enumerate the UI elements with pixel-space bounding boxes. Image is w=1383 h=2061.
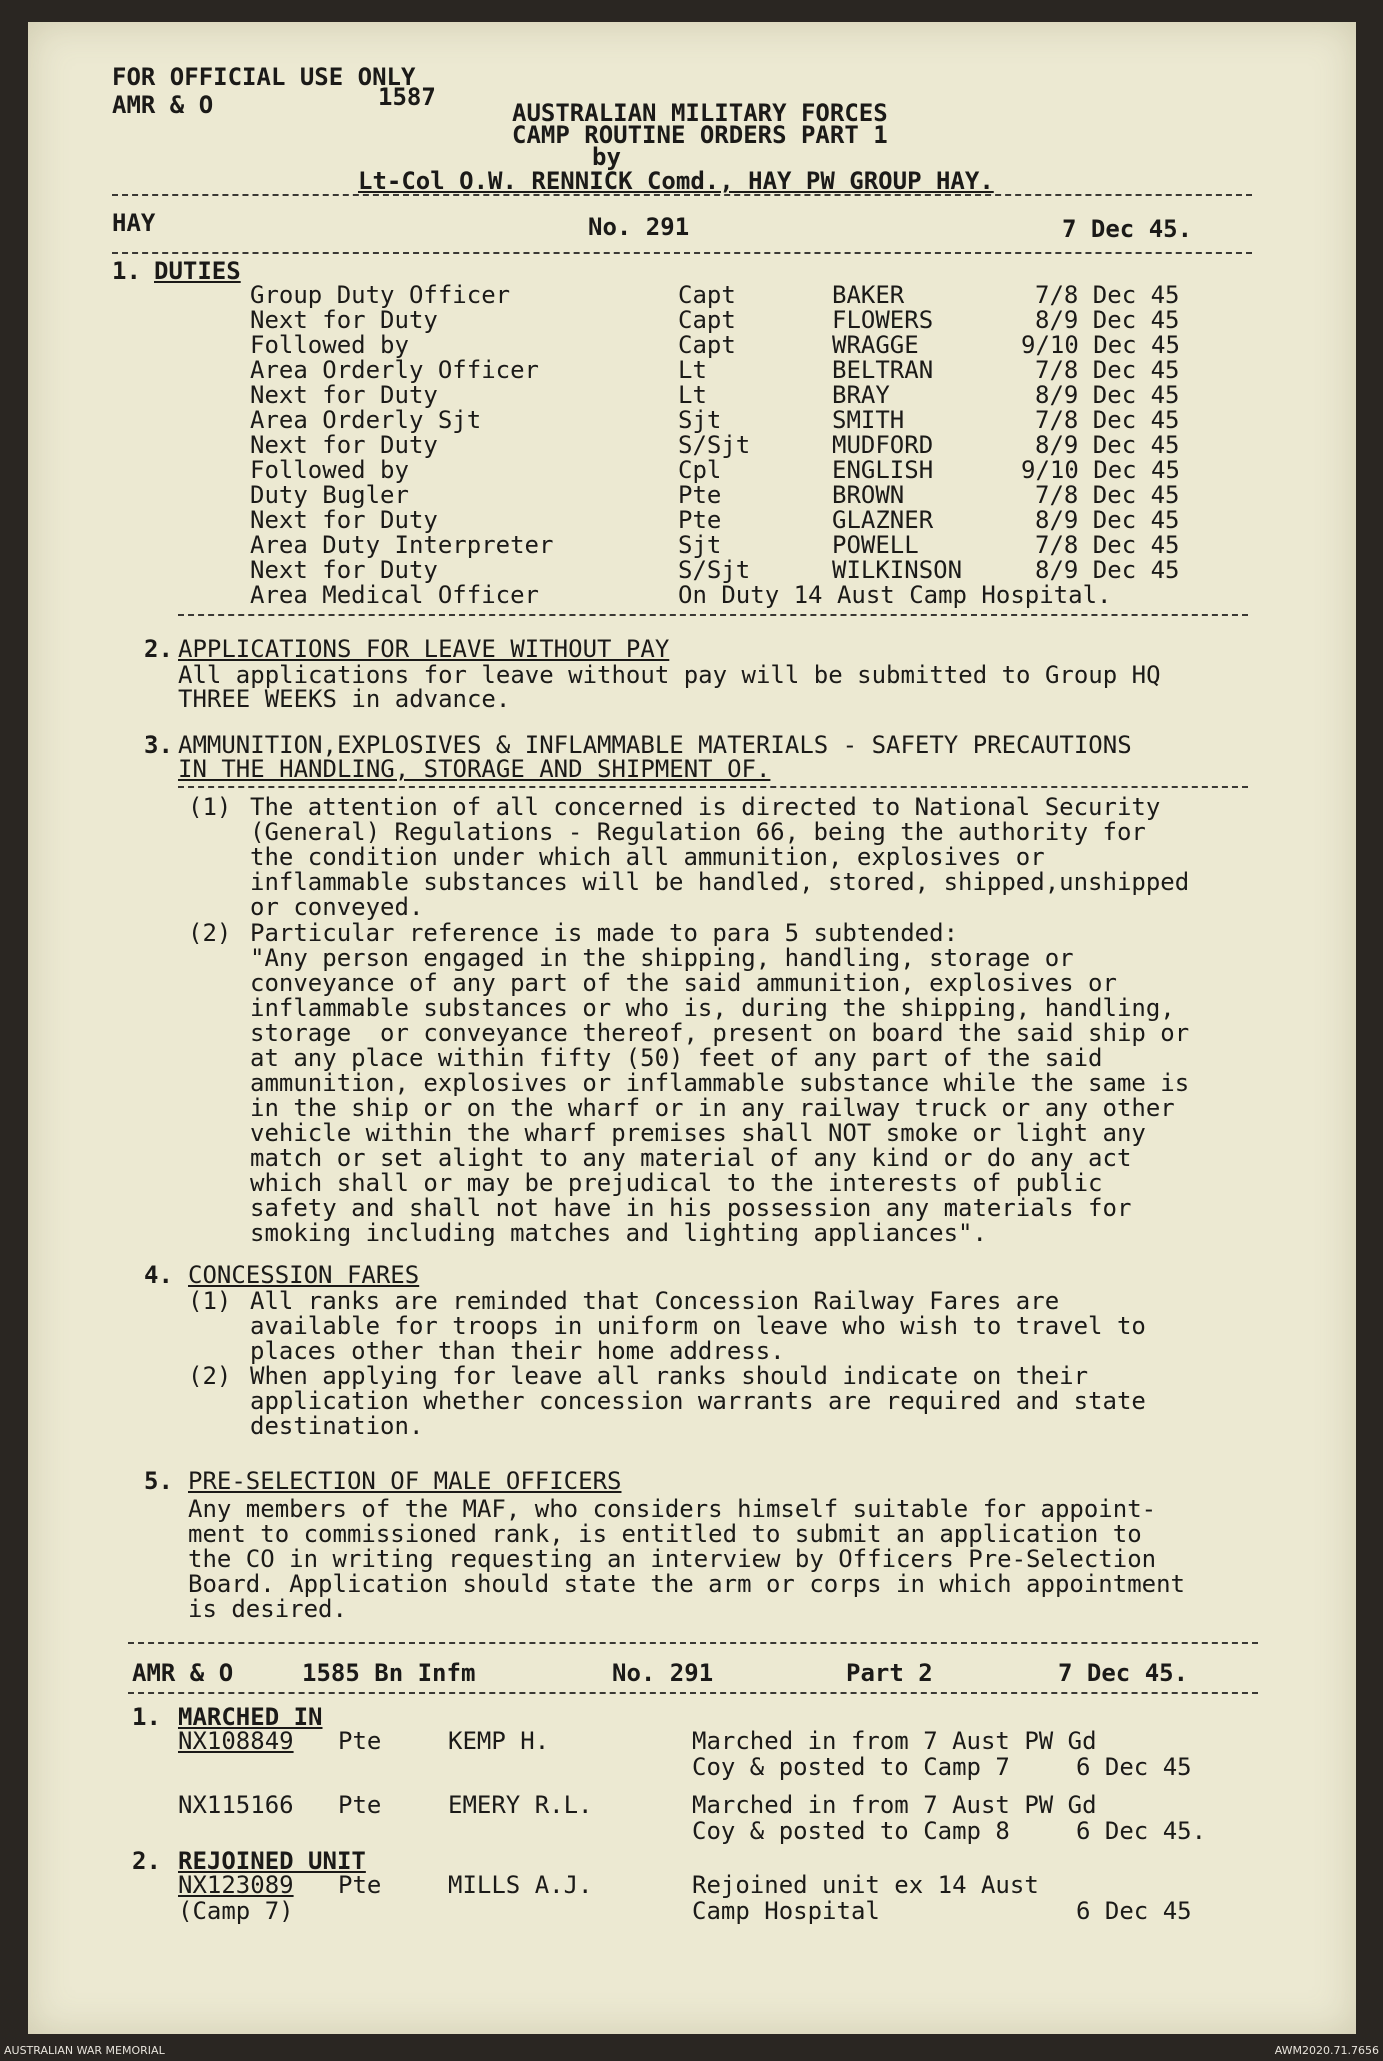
duty-name: ENGLISH xyxy=(832,456,934,484)
medical-officer-role: Area Medical Officer xyxy=(250,581,539,609)
duty-date: 7/8 Dec 45 xyxy=(1035,406,1180,434)
duties-rule xyxy=(178,614,1248,616)
orders-title: CAMP ROUTINE ORDERS PART 1 xyxy=(512,121,888,149)
part2-amr: AMR & O xyxy=(132,1659,234,1687)
duty-date: 7/8 Dec 45 xyxy=(1035,281,1180,309)
duty-role: Area Orderly Sjt xyxy=(250,406,482,434)
duty-role: Next for Duty xyxy=(250,381,438,409)
part2-section2-heading: REJOINED UNIT xyxy=(178,1847,366,1875)
entry-detail: Coy & posted to Camp 8 xyxy=(692,1817,1010,1845)
rejoin-service-number: NX123089 xyxy=(178,1871,294,1899)
section3-quote-line: which shall or may be prejudical to the interests of public xyxy=(250,1169,1103,1197)
amr-label: AMR & O xyxy=(112,91,214,119)
header-rule-2 xyxy=(112,252,1252,254)
part2-section1-number: 1. xyxy=(132,1703,161,1731)
section4-para-number: (2) xyxy=(188,1362,232,1390)
duty-date: 8/9 Dec 45 xyxy=(1035,431,1180,459)
section3-heading: IN THE HANDLING, STORAGE AND SHIPMENT OF. xyxy=(178,755,771,783)
section3-para-line: or conveyed. xyxy=(250,893,424,921)
place-label: HAY xyxy=(112,209,156,237)
section5-line: is desired. xyxy=(188,1595,347,1623)
org-title: AUSTRALIAN MILITARY FORCES xyxy=(512,99,888,127)
duties-heading: DUTIES xyxy=(154,257,241,285)
duty-role: Next for Duty xyxy=(250,556,438,584)
order-number: No. 291 xyxy=(588,213,690,241)
duty-role: Next for Duty xyxy=(250,431,438,459)
section3-quote-line: safety and shall not have in his possession any materials for xyxy=(250,1194,1132,1222)
duty-role: Group Duty Officer xyxy=(250,281,511,309)
duty-role: Area Duty Interpreter xyxy=(250,531,554,559)
section4-para-line: When applying for leave all ranks should indicate on their xyxy=(250,1362,1089,1390)
duty-name: BROWN xyxy=(832,481,905,509)
section3-quote-line: ammunition, explosives or inflammable substance while the same is xyxy=(250,1069,1190,1097)
duty-role: Duty Bugler xyxy=(250,481,409,509)
section3-para-line: inflammable substances will be handled, stored, shipped,unshipped xyxy=(250,868,1190,896)
official-use-label: FOR OFFICIAL USE ONLY xyxy=(112,63,416,91)
section4-para-line: available for troops in uniform on leave who wish to travel to xyxy=(250,1312,1146,1340)
section3-rule xyxy=(178,786,1248,788)
duty-rank: S/Sjt xyxy=(678,431,751,459)
part2-rule xyxy=(128,1692,1258,1694)
duty-name: MUDFORD xyxy=(832,431,934,459)
section2-heading: APPLICATIONS FOR LEAVE WITHOUT PAY xyxy=(178,635,670,663)
section3-quote-line: conveyance of any part of the said ammunition, explosives or xyxy=(250,969,1117,997)
entry-name: KEMP H. xyxy=(448,1727,550,1755)
rejoin-date: 6 Dec 45 xyxy=(1076,1897,1192,1925)
entry-rank: Pte xyxy=(338,1727,382,1755)
duty-date: 7/8 Dec 45 xyxy=(1035,481,1180,509)
duty-rank: Sjt xyxy=(678,406,722,434)
section4-number: 4. xyxy=(144,1261,173,1289)
section3-para-line: (General) Regulations - Regulation 66, being the authority for xyxy=(250,818,1146,846)
part2-section1-heading: MARCHED IN xyxy=(178,1703,323,1731)
section3-quote-line: at any place within fifty (50) feet of any part of the said xyxy=(250,1044,1103,1072)
duty-date: 9/10 Dec 45 xyxy=(1021,456,1180,484)
duty-name: BAKER xyxy=(832,281,905,309)
duty-name: BELTRAN xyxy=(832,356,934,384)
section5-line: Any members of the MAF, who considers himself suitable for appoint- xyxy=(188,1495,1157,1523)
section3-quote-line: vehicle within the wharf premises shall NOT smoke or light any xyxy=(250,1119,1146,1147)
archive-reference: AWM2020.71.7656 xyxy=(1274,2044,1379,2057)
section4-para-line: destination. xyxy=(250,1412,424,1440)
rejoin-detail: Camp Hospital xyxy=(692,1897,880,1925)
duty-name: GLAZNER xyxy=(832,506,934,534)
part2-unit: 1585 Bn Infm xyxy=(302,1659,476,1687)
duty-name: SMITH xyxy=(832,406,905,434)
duty-role: Area Orderly Officer xyxy=(250,356,539,384)
section4-para-line: application whether concession warrants are required and state xyxy=(250,1387,1146,1415)
duty-rank: Capt xyxy=(678,331,736,359)
entry-service-number: NX115166 xyxy=(178,1791,294,1819)
duty-name: FLOWERS xyxy=(832,306,934,334)
duty-date: 8/9 Dec 45 xyxy=(1035,306,1180,334)
section5-number: 5. xyxy=(144,1467,173,1495)
duty-rank: Sjt xyxy=(678,531,722,559)
duty-rank: Lt xyxy=(678,381,707,409)
section5-line: Board. Application should state the arm or corps in which appointment xyxy=(188,1570,1185,1598)
section5-line: the CO in writing requesting an interview by Officers Pre-Selection xyxy=(188,1545,1157,1573)
section5-line: ment to commissioned rank, is entitled to submit an application to xyxy=(188,1520,1142,1548)
duty-role: Next for Duty xyxy=(250,306,438,334)
order-date: 7 Dec 45. xyxy=(1062,215,1193,243)
section3-quote-line: match or set alight to any material of any kind or do any act xyxy=(250,1144,1132,1172)
rejoin-rank: Pte xyxy=(338,1871,382,1899)
duty-role: Followed by xyxy=(250,456,409,484)
section3-quote-line: inflammable substances or who is, during the shipping, handling, xyxy=(250,994,1175,1022)
section3-para-number: (2) xyxy=(188,919,232,947)
duty-date: 8/9 Dec 45 xyxy=(1035,381,1180,409)
duty-date: 8/9 Dec 45 xyxy=(1035,556,1180,584)
document-page xyxy=(28,22,1356,2034)
duty-rank: Capt xyxy=(678,281,736,309)
medical-officer-duty: On Duty 14 Aust Camp Hospital. xyxy=(678,581,1112,609)
header-rule xyxy=(112,194,1252,196)
handwritten-number: 1587 xyxy=(378,83,436,111)
section3-heading: AMMUNITION,EXPLOSIVES & INFLAMMABLE MATERIALS - SAFETY PRECAUTIONS xyxy=(178,731,1132,759)
by-label: by xyxy=(592,143,621,171)
section3-para-line: The attention of all concerned is directed to National Security xyxy=(250,793,1161,821)
part2-date: 7 Dec 45. xyxy=(1058,1659,1189,1687)
rejoin-name: MILLS A.J. xyxy=(448,1871,593,1899)
duty-name: POWELL xyxy=(832,531,919,559)
section3-number: 3. xyxy=(144,731,173,759)
part2-part-label: Part 2 xyxy=(846,1659,933,1687)
duty-name: WILKINSON xyxy=(832,556,963,584)
part2-section2-number: 2. xyxy=(132,1847,161,1875)
section5-heading: PRE-SELECTION OF MALE OFFICERS xyxy=(188,1467,622,1495)
section2-line: THREE WEEKS in advance. xyxy=(178,685,511,713)
rejoin-detail: Rejoined unit ex 14 Aust xyxy=(692,1871,1039,1899)
duty-rank: Lt xyxy=(678,356,707,384)
entry-date: 6 Dec 45 xyxy=(1076,1753,1192,1781)
section2-line: All applications for leave without pay will be submitted to Group HQ xyxy=(178,661,1161,689)
section3-quote-line: in the ship or on the wharf or in any railway truck or any other xyxy=(250,1094,1175,1122)
duty-rank: Capt xyxy=(678,306,736,334)
duty-name: BRAY xyxy=(832,381,890,409)
entry-service-number: NX108849 xyxy=(178,1727,294,1755)
duty-rank: Pte xyxy=(678,506,722,534)
rejoin-camp: (Camp 7) xyxy=(178,1897,294,1925)
duties-number: 1. xyxy=(112,257,141,285)
section3-quote-line: "Any person engaged in the shipping, handling, storage or xyxy=(250,944,1074,972)
section3-para-line: Particular reference is made to para 5 subtended: xyxy=(250,919,959,947)
entry-detail: Marched in from 7 Aust PW Gd xyxy=(692,1727,1097,1755)
duty-role: Followed by xyxy=(250,331,409,359)
section3-quote-line: smoking including matches and lighting appliances". xyxy=(250,1219,987,1247)
commander-line: Lt-Col O.W. RENNICK Comd., HAY PW GROUP HAY. xyxy=(358,167,994,195)
section4-para-number: (1) xyxy=(188,1287,232,1315)
duty-date: 9/10 Dec 45 xyxy=(1021,331,1180,359)
duty-role: Next for Duty xyxy=(250,506,438,534)
duty-name: WRAGGE xyxy=(832,331,919,359)
duty-date: 8/9 Dec 45 xyxy=(1035,506,1180,534)
section4-heading: CONCESSION FARES xyxy=(188,1261,420,1289)
duty-date: 7/8 Dec 45 xyxy=(1035,531,1180,559)
duty-rank: S/Sjt xyxy=(678,556,751,584)
section4-para-line: All ranks are reminded that Concession Railway Fares are xyxy=(250,1287,1060,1315)
duty-date: 7/8 Dec 45 xyxy=(1035,356,1180,384)
duty-rank: Cpl xyxy=(678,456,722,484)
entry-rank: Pte xyxy=(338,1791,382,1819)
section2-number: 2. xyxy=(144,635,173,663)
section3-para-number: (1) xyxy=(188,793,232,821)
duty-rank: Pte xyxy=(678,481,722,509)
entry-date: 6 Dec 45. xyxy=(1076,1817,1207,1845)
entry-detail: Coy & posted to Camp 7 xyxy=(692,1753,1010,1781)
archive-credit: AUSTRALIAN WAR MEMORIAL xyxy=(4,2044,165,2057)
section3-quote-line: storage or conveyance thereof, present on board the said ship or xyxy=(250,1019,1190,1047)
part2-rule-top xyxy=(128,1642,1258,1644)
part2-order-number: No. 291 xyxy=(612,1659,714,1687)
entry-detail: Marched in from 7 Aust PW Gd xyxy=(692,1791,1097,1819)
entry-name: EMERY R.L. xyxy=(448,1791,593,1819)
section3-para-line: the condition under which all ammunition, explosives or xyxy=(250,843,1045,871)
section4-para-line: places other than their home address. xyxy=(250,1337,785,1365)
